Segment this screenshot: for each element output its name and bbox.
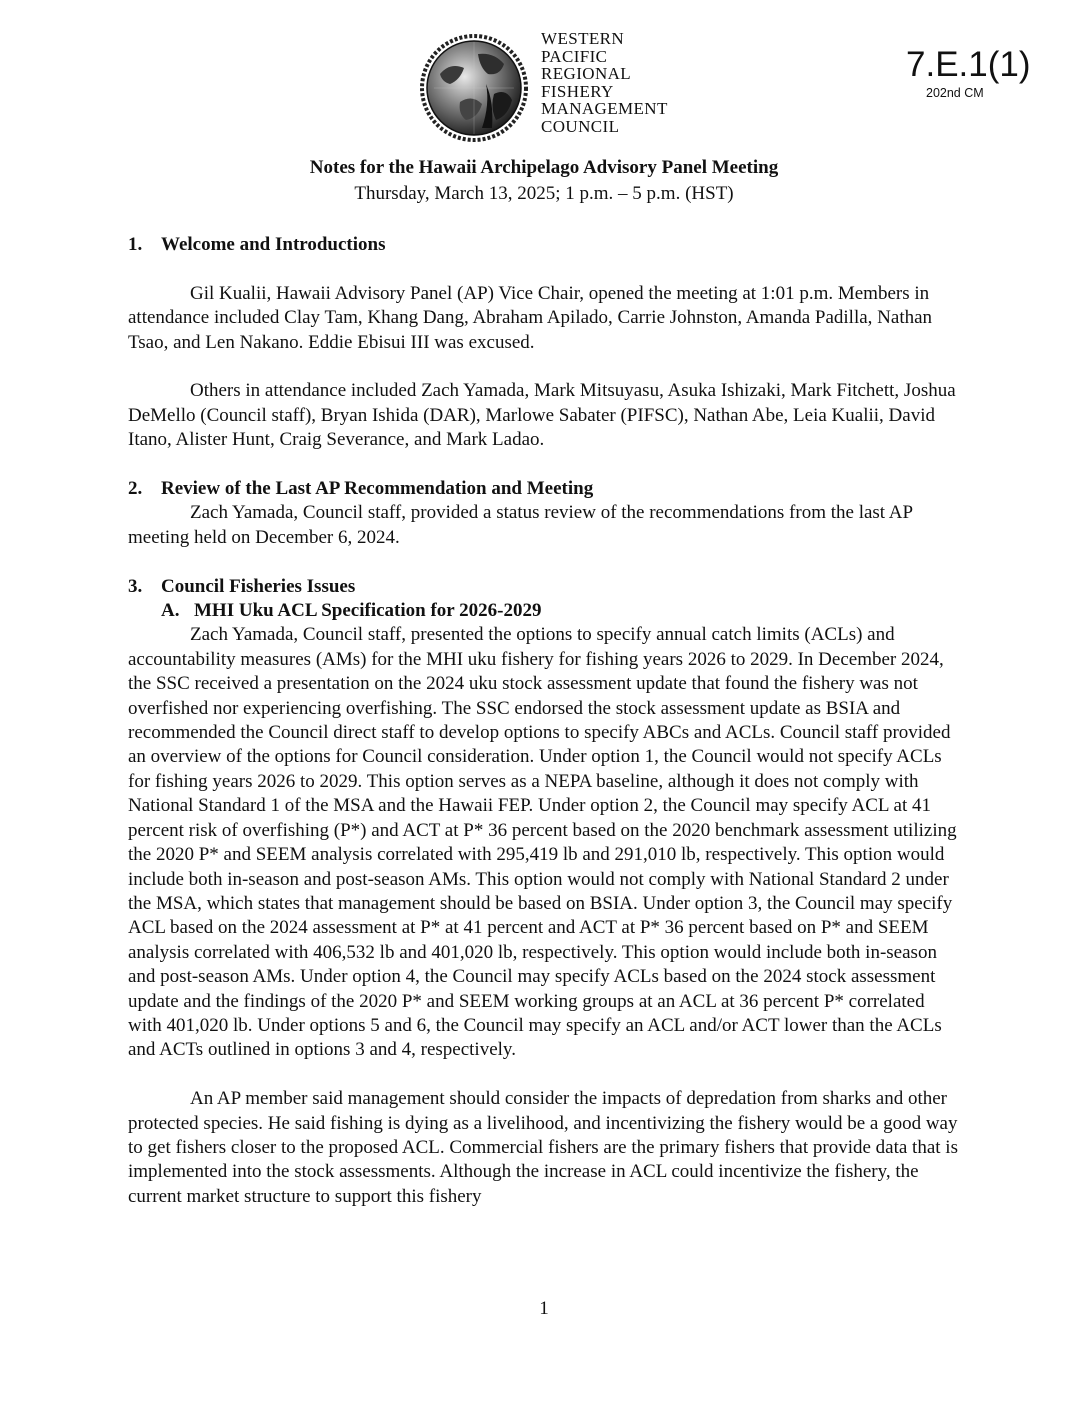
paragraph: Gil Kualii, Hawaii Advisory Panel (AP) Vice Chair, opened the meeting at 1:01 p.m. Members in attendance included Clay Tam, Khang Dang, Abraham Apilado, Carrie Johnston, Amanda Padilla, Nathan Tsao, and Len Nakano. Eddie Ebisui III was excused.: [128, 282, 933, 353]
org-name-line: MANAGEMENT: [541, 99, 668, 119]
page-number: 1: [539, 1298, 549, 1319]
org-name-line: REGIONAL: [541, 64, 632, 84]
paragraph: Others in attendance included Zach Yamada, Mark Mitsuyasu, Asuka Ishizaki, Mark Fitchett, Joshua DeMello (Council staff), Bryan Ishida (DAR), Marlowe Sabater (PIFSC), Nathan Abe, Leia Kualii, David Itano, Alister Hunt, Craig Severance, and Mark Ladao.: [128, 380, 956, 451]
globe-seal-icon: [420, 24, 528, 152]
agenda-code: 7.E.1(1): [906, 45, 1031, 84]
subsection-number: A.: [161, 600, 180, 622]
paragraph: An AP member said management should consider the impacts of depredation from sharks and other protected species. He said fishing is dying as a livelihood, and incentivizing the fishery would be a good way to get fishers closer to the proposed ACL. Commercial fishers are the primary fishers that provide data that is implemented into the stock assessments. Although the increase in ACL could incentivize the fishery, the current market structure to support this fishery: [128, 1088, 958, 1207]
section-heading: [128, 477, 962, 501]
org-name-line: WESTERN: [541, 29, 625, 48]
section-title: Review of the Last AP Recommendation and Meeting: [161, 478, 594, 500]
org-name: [541, 30, 668, 136]
page-title: Notes for the Hawaii Archipelago Advisory Panel Meeting: [309, 157, 779, 178]
section-heading: [128, 233, 962, 257]
agenda-sub: 202nd CM: [926, 86, 984, 100]
paragraph: Zach Yamada, Council staff, provided a status review of the recommendations from the last AP meeting held on December 6, 2024.: [128, 502, 913, 548]
section-title: Council Fisheries Issues: [161, 575, 356, 597]
subsection-title: MHI Uku ACL Specification for 2026-2029: [194, 600, 542, 622]
section-number: 3.: [128, 575, 143, 597]
section-heading: [128, 575, 962, 599]
section-number: 1.: [128, 234, 143, 255]
subsection-heading: [128, 599, 962, 623]
section-number: 2.: [128, 478, 143, 500]
org-name-line: FISHERY: [541, 81, 614, 101]
page-subtitle: Thursday, March 13, 2025; 1 p.m. – 5 p.m. (HST): [354, 183, 734, 204]
section-title: Welcome and Introductions: [161, 234, 386, 255]
org-name-line: PACIFIC: [541, 46, 608, 66]
org-name-line: COUNCIL: [541, 116, 620, 136]
paragraph: Zach Yamada, Council staff, presented the options to specify annual catch limits (ACLs) and accountability measures (AMs) for the MHI uku fishery for fishing years 2026 to 2029. In December 2024, the SSC received a presentation on the 2024 uku stock assessment update that found the fishery was not overfished nor experiencing overfishing. The SSC endorsed the stock assessment update as BSIA and recommended the Council direct staff to develop options to specify ABCs and ACLs. Council staff provided an overview of the options for Council consideration. Under option 1, the Council would not specify ACLs for fishing years 2026 to 2029. This option serves as a NEPA baseline, although it does not comply with National Standard 1 of the MSA and the Hawaii FEP. Under option 2, the Council may specify ACL at 41 percent risk of overfishing (P*) and ACT at P* 36 percent based on the 2020 benchmark assessment utilizing the 2020 P* and SEEM analysis correlated with 295,419 lb and 291,010 lb, respectively. This option would include both in-season and post-season AMs. This option would not comply with National Standard 2 under the MSA, which states that management should be based on BSIA. Under option 3, the Council may specify ACL based on the 2024 assessment at P* at 41 percent and ACT at P* 36 percent based on P* and SEEM analysis correlated with 406,532 lb and 401,020 lb, respectively. This option would include both in-season and post-season AMs. Under option 4, the Council may specify ACLs based on the 2024 stock assessment update and the findings of the 2020 P* and SEEM working groups at an ACL at 36 percent P* correlated with 401,020 lb. Under options 5 and 6, the Council may specify an ACL and/or ACT lower than the ACLs and ACTs outlined in options 3 and 4, respectively.: [128, 624, 957, 1061]
document-body: [128, 233, 962, 1209]
